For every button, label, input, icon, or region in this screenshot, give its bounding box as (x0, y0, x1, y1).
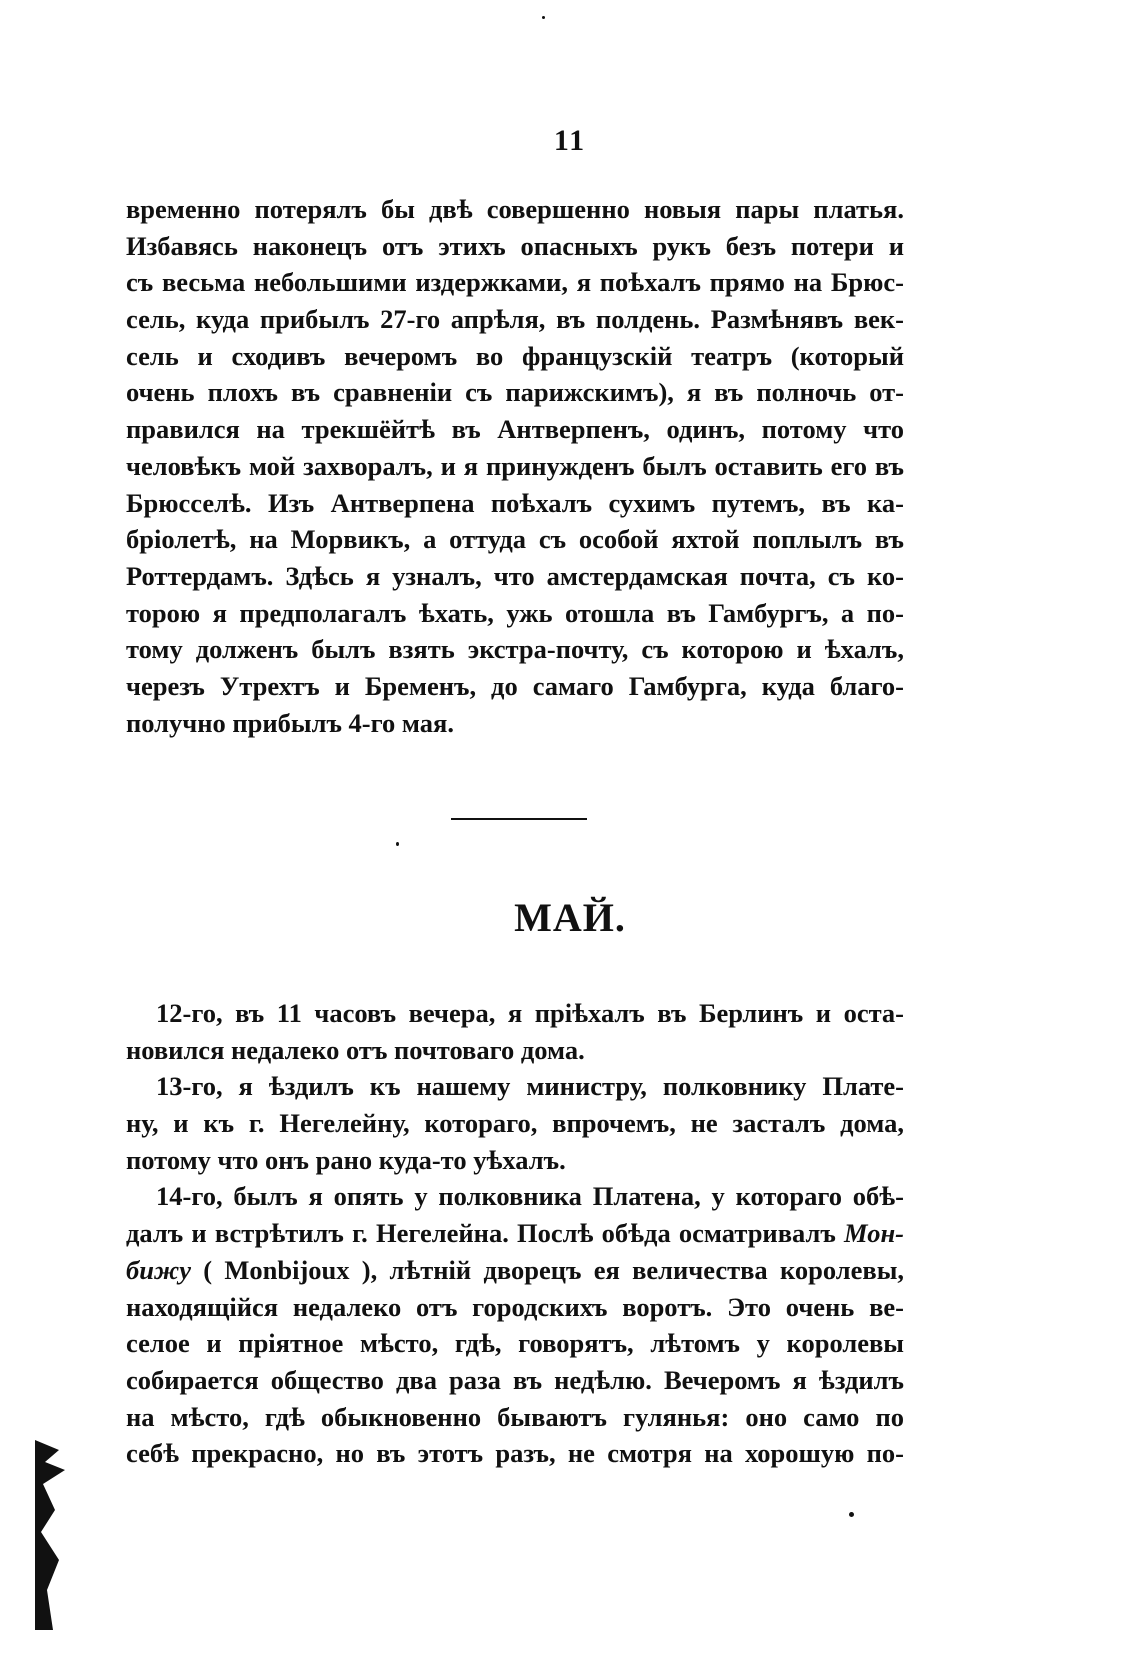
text-line: собирается общество два раза въ недѣлю. Вечеромъ я ѣздилъ (126, 1364, 904, 1395)
scan-speck (542, 16, 545, 19)
text-line: ну, и къ г. Негелейну, котораго, впрочемъ, не засталъ дома, (126, 1108, 904, 1139)
text-line (126, 1215, 904, 1252)
text-line: 13-го, я ѣздилъ къ нашему министру, полковнику Плате- (156, 1071, 904, 1102)
section-title: МАЙ. (514, 895, 626, 940)
text-line: себѣ прекрасно, но въ этотъ разъ, не смотря на хорошую по- (126, 1438, 904, 1469)
scan-binding-artifact (35, 1440, 95, 1630)
italic-word: бижу (126, 1254, 191, 1285)
text-line: очень плохъ въ сравненіи съ парижскимъ), я въ полночь от- (126, 377, 904, 408)
section-body (126, 995, 904, 1472)
text-line: тому долженъ былъ взять экстра-почту, съ которою и ѣхалъ, (126, 634, 904, 665)
text-line: сель и сходивъ вечеромъ во французскій театръ (который (126, 340, 904, 371)
page-number: 11 (553, 124, 587, 157)
text-line: съ весьма небольшими издержками, я поѣхалъ прямо на Брюс- (126, 267, 904, 298)
text-line: получно прибылъ 4-го мая. (126, 707, 454, 738)
text-line: потому что онъ рано куда-то уѣхалъ. (126, 1144, 566, 1175)
italic-word: Мон- (844, 1218, 905, 1249)
text-line: Брюсселѣ. Изъ Антверпена поѣхалъ сухимъ путемъ, въ ка- (126, 487, 904, 518)
scan-speck (849, 1512, 854, 1517)
text-line: правился на трекшёйтѣ въ Антверпенъ, одинъ, потому что (126, 414, 904, 445)
text-line: черезъ Утрехтъ и Бременъ, до самаго Гамбурга, куда благо- (126, 670, 904, 701)
text-line: бріолетѣ, на Морвикъ, а оттуда съ особой яхтой поплылъ въ (126, 524, 904, 555)
text-line: 14-го, былъ я опять у полковника Платена, у котораго обѣ- (156, 1181, 904, 1212)
text-line (126, 1252, 904, 1289)
text-line: на мѣсто, гдѣ обыкновенно бываютъ гулянья: оно само по (126, 1401, 904, 1432)
text-line: селое и пріятное мѣсто, гдѣ, говорятъ, лѣтомъ у королевы (126, 1328, 904, 1359)
paragraph-continuation (126, 191, 904, 741)
text-line: 12-го, въ 11 часовъ вечера, я пріѣхалъ въ Берлинъ и оста- (156, 998, 904, 1028)
text-line: сель, куда прибылъ 27-го апрѣля, въ полдень. Размѣнявъ век- (126, 304, 904, 335)
text-line: новился недалеко отъ почтоваго дома. (126, 1034, 585, 1065)
text-line: торою я предполагалъ ѣхать, ужь отошла въ Гамбургъ, а по- (126, 597, 904, 628)
scan-speck (396, 842, 399, 846)
text-line: Избавясь наконецъ отъ этихъ опасныхъ рукъ безъ потери и (126, 230, 904, 261)
section-separator (451, 818, 587, 820)
text-line: человѣкъ мой захворалъ, и я принужденъ былъ оставить его въ (126, 450, 904, 481)
text-fragment: далъ и встрѣтилъ г. Негелейна. Послѣ обѣда осматривалъ (126, 1218, 836, 1249)
text-line: временно потерялъ бы двѣ совершенно новыя пары платья. (126, 194, 904, 224)
text-line: Роттердамъ. Здѣсь я узналъ, что амстердамская почта, съ ко- (126, 560, 904, 591)
text-fragment: ( Monbijoux ), лѣтній дворецъ ея величества королевы, (203, 1254, 905, 1285)
text-line: находящійся недалеко отъ городскихъ воротъ. Это очень ве- (126, 1291, 904, 1322)
